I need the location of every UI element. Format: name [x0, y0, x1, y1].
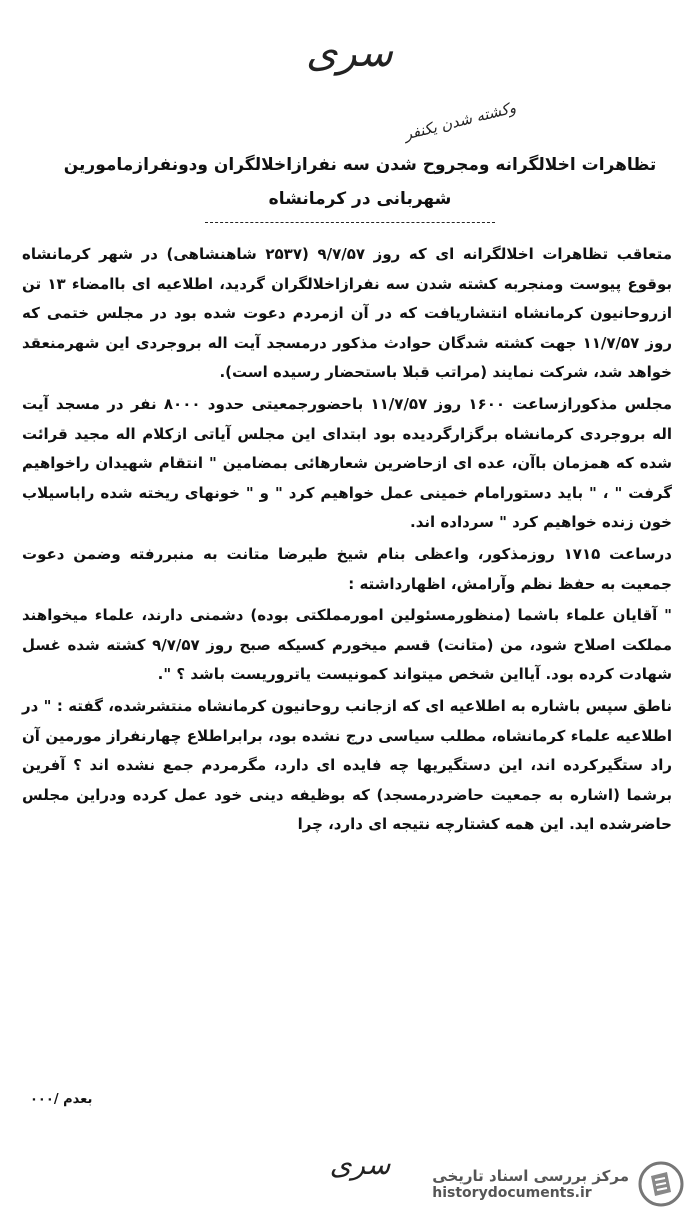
classification-stamp-bottom: سری [329, 1148, 391, 1181]
archive-logo-icon [637, 1160, 685, 1208]
paragraph-4: " آقایان علماء باشما (منظورمسئولین امورمملکتی بوده) دشمنی دارند، علماء میخواهند مملکت اصلاح شود، من (متانت) قسم میخورم کسیکه صبح روز ۹/۷/۵۷ کشته شده غسل شهادت کرده بود. آیااین شخص میتواند کمونیست یاتروریست باشد ؟ ". [22, 606, 672, 684]
title-line-2: شهربانی در کرمانشاه [268, 189, 452, 209]
paragraph-2: مجلس مذکورازساعت ۱۶۰۰ روز ۱۱/۷/۵۷ باحضورجمعیتی حدود ۸۰۰۰ نفر در مسجد آیت اله بروجردی کرمانشاه برگزارگردیده بود ابتدای این مجلس آیاتی ازکلام اله مجید قرائت شده که همزمان باآن، عده ای ازحاضرین شعارهائی بمضامین " انتقام شهیدان راخواهیم گرفت " ، " باید دستورامام خمینی عمل خواهیم کرد " و " خونهای ریخته شده راباسیلاب خون زنده خواهیم کرد " سرداده اند. [22, 394, 672, 532]
title-underline [205, 222, 495, 223]
watermark-url: historydocuments.ir [432, 1185, 592, 1201]
continuation-note: بعدم /۰۰۰ [30, 1092, 93, 1107]
handwritten-note: وکشته شدن یکنفر [402, 98, 518, 144]
classification-stamp-top: سری [306, 30, 393, 76]
document-title [40, 148, 680, 216]
document-body [22, 240, 672, 842]
watermark [432, 1160, 685, 1208]
paragraph-1: متعاقب تظاهرات اخلالگرانه ای که روز ۹/۷/۵۷ (۲۵۳۷ شاهنشاهی) در شهر کرمانشاه بوقوع پیوست ومنجربه کشته شدن سه نفرازاخلالگران گردید، اطلاعیه ای باامضاء ۱۳ تن ازروحانیون کرمانشاه انتشاریافت که در آن ازمردم دعوت شده بود در مجلس ختمی که روز ۱۱/۷/۵۷ جهت کشته شدگان حوادث مذکور درمسجد آیت اله بروجردی این شهرمنعقد خواهد شد، شرکت نمایند (مراتب قبلا باستحضار رسیده است). [22, 245, 672, 382]
title-line-1: تظاهرات اخلالگرانه ومجروح شدن سه نفرازاخلالگران ودونفرازمامورین [63, 155, 657, 175]
watermark-text [432, 1167, 629, 1201]
watermark-title: مرکز بررسی اسناد تاریخی [432, 1167, 629, 1185]
paragraph-5: ناطق سپس باشاره به اطلاعیه ای که ازجانب روحانیون کرمانشاه منتشرشده، گفته : " در اطلاعیه علماء کرمانشاه، مطلب سیاسی درج نشده بود، برابراطلاع چهارنفراز مورمین آن راد ستگیرکرده اند، این دستگیریها چه فایده ای دارد، مگرمردم جمع نشده اند ؟ آفرین برشما (اشاره به جمعیت حاضردرمسجد) که بوظیفه دینی خود عمل کرده ودراین مجلس حاضرشده اید. این همه کشتارچه نتیجه ای دارد، چرا [22, 696, 672, 834]
paragraph-3: درساعت ۱۷۱۵ روزمذکور، واعظی بنام شیخ طیرضا متانت به منبررفته وضمن دعوت جمعیت به حفظ نظم وآرامش، اظهارداشته : [22, 544, 672, 593]
